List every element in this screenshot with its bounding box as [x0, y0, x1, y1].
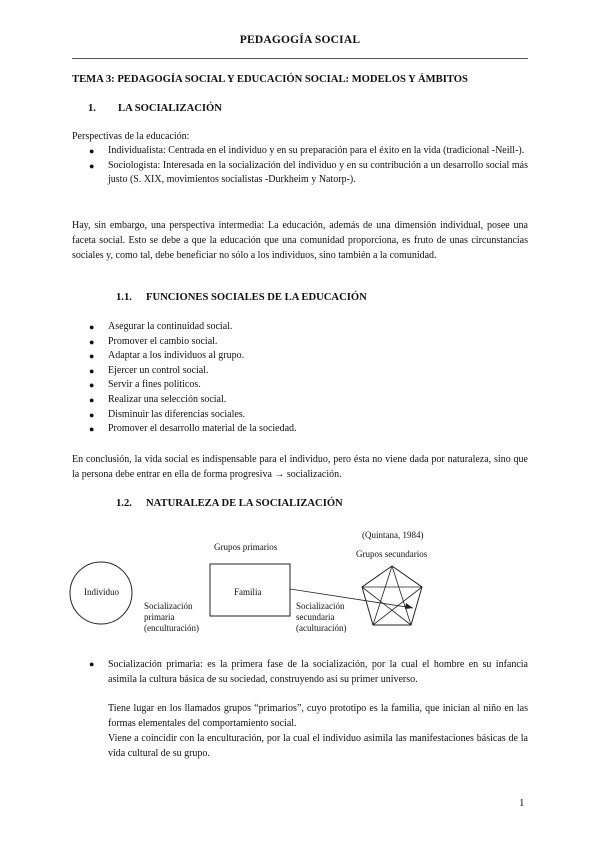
page-header-title: PEDAGOGÍA SOCIAL	[239, 34, 361, 46]
perspective-sociologist: Sociologista: Interesada en la socialización del individuo y en su contribución a un desarrollo social más justo (S. XIX, movimientos socialistas -Durkheim y Natorp-).	[108, 159, 528, 186]
list-item	[88, 335, 528, 350]
list-item	[88, 144, 528, 159]
section-1-number: 1.	[88, 103, 96, 114]
topic-title: TEMA 3: PEDAGOGÍA SOCIAL Y EDUCACIÓN SOCIAL: MODELOS Y ÁMBITOS	[72, 74, 468, 85]
section-1-title: LA SOCIALIZACIÓN	[118, 103, 222, 114]
function-text: Asegurar la continuidad social.	[108, 321, 233, 332]
conclusion-paragraph: En conclusión, la vida social es indispensable para el individuo, pero ésta no viene dada por naturaleza, sino que la persona debe entrar en ella de forma progresiva → socialización.	[72, 454, 528, 480]
function-text: Promover el desarrollo material de la sociedad.	[108, 423, 297, 435]
section-1-2-title: NATURALEZA DE LA SOCIALIZACIÓN	[146, 498, 343, 509]
primary-socialization-list	[88, 657, 528, 687]
bullet-icon: ●	[89, 146, 95, 156]
secondary-socialization-label	[296, 601, 346, 634]
primary-socialization-definition: Socialización primaria: es la primera fase de la socialización, por la cual el hombre en su infancia asimila la cultura básica de su sociedad, construyendo así su primer universo.	[108, 659, 528, 685]
primary-socialization-line: (enculturación)	[144, 623, 199, 633]
header-divider	[72, 58, 528, 59]
secondary-socialization-line: secundaria	[296, 612, 335, 622]
function-text: Promover el cambio social.	[108, 335, 218, 347]
function-text: Adaptar a los individuos al grupo.	[108, 350, 245, 362]
bullet-icon: ●	[89, 365, 95, 376]
section-1-2-heading	[116, 498, 343, 509]
list-item	[88, 349, 528, 364]
page-number: 1	[519, 797, 525, 809]
list-item	[88, 408, 528, 423]
section-1-1-title: FUNCIONES SOCIALES DE LA EDUCACIÓN	[146, 292, 367, 303]
list-item	[88, 159, 528, 188]
bullet-icon: ●	[89, 160, 95, 171]
arrow-head-icon	[405, 603, 413, 609]
list-item	[88, 378, 528, 393]
function-text: Disminuir las diferencias sociales.	[108, 408, 246, 420]
perspectives-intro: Perspectivas de la educación:	[72, 131, 190, 142]
secondary-socialization-line: (aculturación)	[296, 623, 347, 633]
bullet-icon: ●	[89, 380, 95, 391]
list-item	[88, 657, 528, 687]
enculturation-paragraph: Viene a coincidir con la enculturación, por la cual el individuo asimila las manifestaciones básicas de la vida cultural de su grupo.	[108, 733, 528, 759]
bullet-icon: ●	[89, 394, 95, 405]
primary-socialization-label	[144, 601, 199, 634]
bullet-icon: ●	[89, 424, 95, 435]
bullet-icon: ●	[89, 322, 95, 332]
section-1-heading	[88, 103, 222, 114]
social-functions-list	[88, 320, 528, 437]
function-text: Servir a fines políticos.	[108, 379, 201, 391]
bullet-icon: ●	[89, 409, 95, 420]
primary-socialization-line: Socialización	[144, 601, 193, 611]
citation-label: (Quintana, 1984)	[362, 530, 424, 540]
list-item	[88, 422, 528, 437]
section-1-1-number: 1.1.	[116, 292, 132, 303]
list-item	[88, 393, 528, 408]
secondary-socialization-line: Socialización	[296, 601, 345, 611]
primary-groups-paragraph: Tiene lugar en los llamados grupos “primarios”, cuyo prototipo es la familia, que inician al niño en las formas elementales del comportamiento social.	[108, 703, 528, 729]
intermediate-perspective-paragraph: Hay, sin embargo, una perspectiva intermedia: La educación, además de una dimensión individual, posee una faceta social. Esto se debe a que la educación que una comunidad proporciona, es fruto de unas circunstancias sociales y, como tal, debe beneficiar no sólo a los individuos, sino también a la comunidad.	[72, 220, 528, 261]
section-1-2-number: 1.2.	[116, 498, 132, 509]
bullet-icon: ●	[89, 659, 95, 669]
function-text: Realizar una selección social.	[108, 393, 227, 405]
primary-socialization-line: primaria	[144, 612, 175, 622]
secondary-groups-pentagon	[362, 566, 422, 625]
individual-label: Individuo	[84, 587, 119, 597]
bullet-icon: ●	[89, 351, 95, 362]
primary-groups-label: Grupos primarios	[214, 542, 278, 552]
function-text: Ejercer un control social.	[108, 364, 209, 376]
socialization-diagram	[60, 530, 540, 645]
family-label: Familia	[234, 587, 262, 597]
list-item	[88, 320, 528, 335]
list-item	[88, 364, 528, 379]
section-1-1-heading	[116, 292, 367, 303]
perspective-individualist: Individualista: Centrada en el individuo y en su preparación para el éxito en la vida (tradicional -Neill-).	[108, 145, 525, 156]
bullet-icon: ●	[89, 336, 95, 347]
perspectives-list	[88, 144, 528, 188]
secondary-groups-label: Grupos secundarios	[356, 549, 428, 559]
